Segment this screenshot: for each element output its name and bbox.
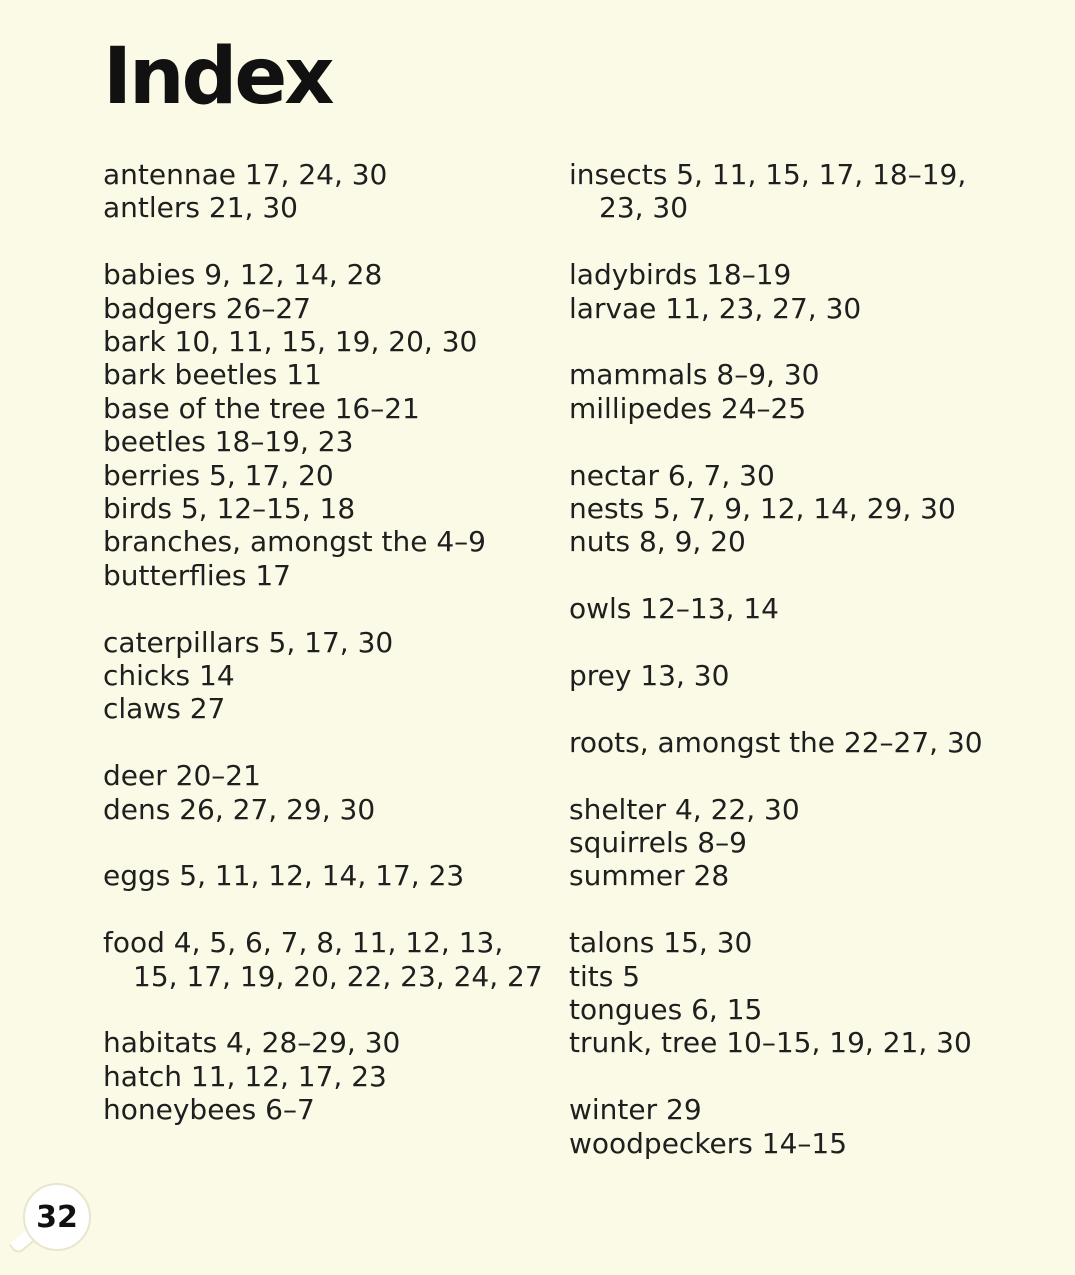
index-entry: talons 15, 30 bbox=[569, 926, 753, 960]
index-entry: tongues 6, 15 bbox=[569, 993, 763, 1027]
index-entry: badgers 26–27 bbox=[103, 291, 311, 325]
index-entry: antlers 21, 30 bbox=[103, 191, 298, 225]
index-entry: deer 20–21 bbox=[103, 759, 261, 793]
index-entry: nectar 6, 7, 30 bbox=[569, 458, 775, 492]
index-entry: trunk, tree 10–15, 19, 21, 30 bbox=[569, 1026, 972, 1060]
index-entry: tits 5 bbox=[569, 959, 641, 993]
page-title: Index bbox=[103, 32, 332, 122]
index-entry: shelter 4, 22, 30 bbox=[569, 792, 800, 826]
index-column-right bbox=[569, 158, 989, 1160]
index-entry: prey 13, 30 bbox=[569, 659, 730, 693]
index-entry: bark beetles 11 bbox=[103, 358, 322, 392]
index-entry: winter 29 bbox=[569, 1093, 702, 1127]
index-column-left bbox=[103, 158, 543, 1127]
index-entry: antennae 17, 24, 30 bbox=[103, 158, 388, 191]
index-entry: beetles 18–19, 23 bbox=[103, 425, 354, 459]
index-entry: butterflies 17 bbox=[103, 558, 291, 592]
index-entry: chicks 14 bbox=[103, 659, 235, 693]
index-entry: berries 5, 17, 20 bbox=[103, 458, 334, 492]
index-entry: nests 5, 7, 9, 12, 14, 29, 30 bbox=[569, 492, 956, 526]
index-entry: summer 28 bbox=[569, 859, 730, 893]
index-entry: dens 26, 27, 29, 30 bbox=[103, 792, 376, 826]
index-entry: hatch 11, 12, 17, 23 bbox=[103, 1059, 387, 1093]
index-entry: bark 10, 11, 15, 19, 20, 30 bbox=[103, 325, 478, 359]
index-entry: ladybirds 18–19 bbox=[569, 258, 792, 292]
index-entry: millipedes 24–25 bbox=[569, 391, 807, 425]
index-entry: roots, amongst the 22–27, 30 bbox=[569, 725, 983, 759]
index-entry: mammals 8–9, 30 bbox=[569, 358, 820, 392]
index-entry: insects 5, 11, 15, 17, 18–19, 23, 30 bbox=[569, 158, 967, 225]
page-number: 32 bbox=[23, 1183, 91, 1251]
index-entry: habitats 4, 28–29, 30 bbox=[103, 1026, 401, 1060]
index-entry: birds 5, 12–15, 18 bbox=[103, 492, 356, 526]
index-entry: nuts 8, 9, 20 bbox=[569, 525, 746, 559]
index-entry: claws 27 bbox=[103, 692, 226, 726]
index-entry: babies 9, 12, 14, 28 bbox=[103, 258, 383, 292]
index-entry: honeybees 6–7 bbox=[103, 1093, 315, 1127]
index-entry: eggs 5, 11, 12, 14, 17, 23 bbox=[103, 859, 465, 893]
index-entry: base of the tree 16–21 bbox=[103, 391, 420, 425]
index-entry: food 4, 5, 6, 7, 8, 11, 12, 13, 15, 17, 19, 20, 22, 23, 24, 27 bbox=[103, 926, 543, 993]
index-entry: branches, amongst the 4–9 bbox=[103, 525, 486, 559]
index-entry: larvae 11, 23, 27, 30 bbox=[569, 291, 862, 325]
index-entry: woodpeckers 14–15 bbox=[569, 1126, 848, 1160]
index-entry: owls 12–13, 14 bbox=[569, 592, 779, 626]
index-entry: squirrels 8–9 bbox=[569, 826, 747, 860]
index-entry: caterpillars 5, 17, 30 bbox=[103, 625, 394, 659]
